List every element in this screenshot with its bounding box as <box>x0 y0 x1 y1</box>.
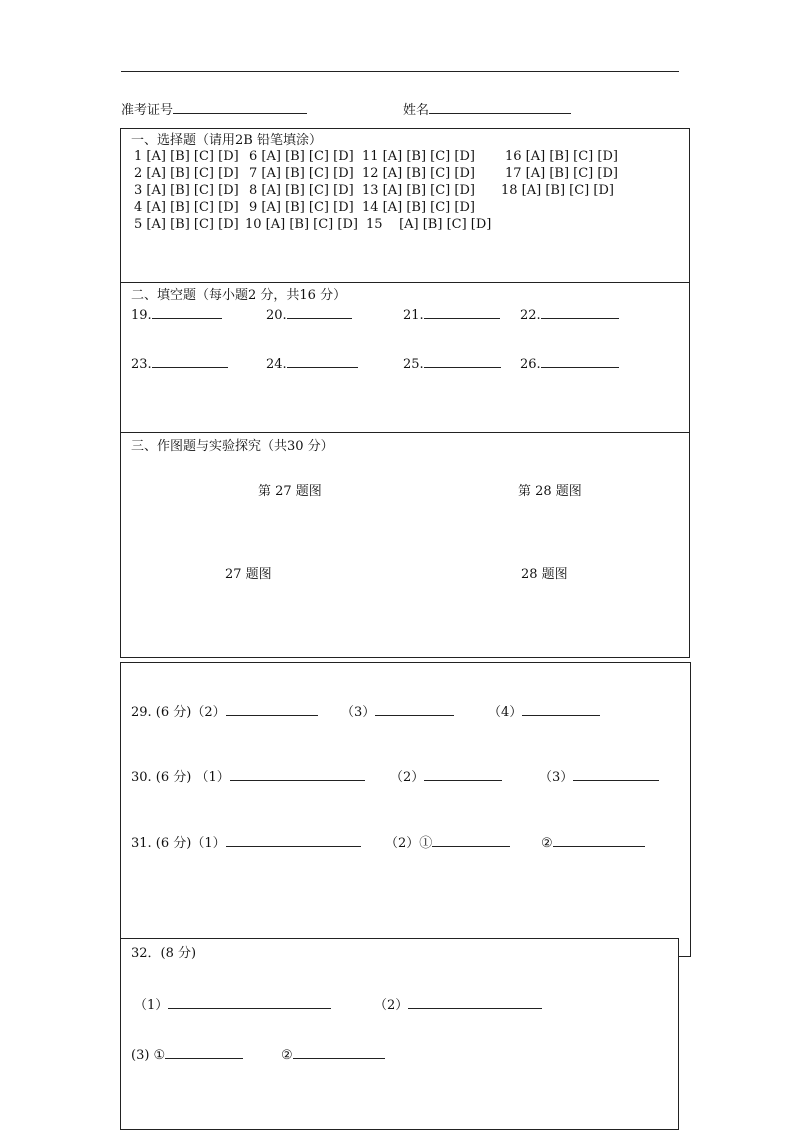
fig27-label: 27 题图 <box>225 567 272 582</box>
q29-blank-3[interactable] <box>375 703 454 716</box>
blank-23[interactable] <box>131 355 228 373</box>
mc-row-4[interactable]: 4 [A] [B] [C] [D] <box>134 200 239 215</box>
q32-blank-3b[interactable] <box>293 1046 385 1059</box>
q31-prefix: 31. (6 分)（1） <box>131 836 226 851</box>
mc-row-2[interactable]: 2 [A] [B] [C] [D] <box>134 166 239 181</box>
q29-part3-label: （3） <box>341 705 376 720</box>
section-drawing <box>120 432 690 658</box>
mc-row-1[interactable]: 1 [A] [B] [C] [D] <box>134 149 239 164</box>
mc-row-15[interactable]: 15 [A] [B] [C] [D] <box>366 217 492 232</box>
blank-19-line[interactable] <box>152 306 222 319</box>
blank-24[interactable] <box>266 355 358 373</box>
q29-part4 <box>488 703 600 721</box>
mc-row-11[interactable]: 11 [A] [B] [C] [D] <box>362 149 475 164</box>
q30-part2-label: （2） <box>390 770 425 785</box>
q29-blank-2[interactable] <box>226 703 318 716</box>
exam-id-label: 准考证号 <box>121 103 174 118</box>
blank-22-label: 22. <box>520 308 541 323</box>
q32-part1 <box>134 996 331 1014</box>
blank-25-line[interactable] <box>424 355 501 368</box>
q29-row <box>131 703 318 721</box>
q31-row <box>131 834 361 852</box>
q32-part2-label: （2） <box>374 998 409 1013</box>
blank-22-line[interactable] <box>541 306 619 319</box>
q30-blank-3[interactable] <box>573 768 659 781</box>
blank-21-line[interactable] <box>424 306 500 319</box>
blank-19-label: 19. <box>131 308 152 323</box>
q32-part1-label: （1） <box>134 998 169 1013</box>
blank-20-line[interactable] <box>287 306 352 319</box>
mc-row-3[interactable]: 3 [A] [B] [C] [D] <box>134 183 239 198</box>
mc-row-5[interactable]: 5 [A] [B] [C] [D] <box>134 217 239 232</box>
q32-part2 <box>374 996 542 1014</box>
q31-part2-label: （2）① <box>385 836 433 851</box>
q30-blank-2[interactable] <box>424 768 502 781</box>
exam-id-blank[interactable] <box>173 101 307 114</box>
mc-row-7[interactable]: 7 [A] [B] [C] [D] <box>249 166 354 181</box>
mc-row-16[interactable]: 16 [A] [B] [C] [D] <box>505 149 618 164</box>
section2-title: 二、填空题（每小题2 分，共16 分） <box>131 288 347 303</box>
q30-part3 <box>539 768 659 786</box>
name-field[interactable] <box>403 101 571 119</box>
q32-title: 32．(8 分) <box>131 946 197 961</box>
q32-part3a-label: (3) ① <box>131 1048 166 1063</box>
top-rule <box>121 71 679 72</box>
q32-blank-1[interactable] <box>168 996 331 1009</box>
mc-row-9[interactable]: 9 [A] [B] [C] [D] <box>249 200 354 215</box>
name-label: 姓名 <box>403 103 430 118</box>
q32-part3b <box>281 1046 385 1064</box>
q31-blank-1[interactable] <box>226 834 361 847</box>
mc-row-10[interactable]: 10 [A] [B] [C] [D] <box>245 217 358 232</box>
blank-20[interactable] <box>266 306 352 324</box>
mc-row-18[interactable]: 18 [A] [B] [C] [D] <box>501 183 614 198</box>
q30-blank-1[interactable] <box>230 768 365 781</box>
q31-blank-3[interactable] <box>553 834 645 847</box>
section-q32 <box>120 938 679 1130</box>
blank-20-label: 20. <box>266 308 287 323</box>
q29-blank-4[interactable] <box>522 703 600 716</box>
blank-24-line[interactable] <box>287 355 358 368</box>
blank-26-label: 26. <box>520 357 541 372</box>
q31-part3-label: ② <box>541 836 553 851</box>
fig27-caption: 第 27 题图 <box>258 484 322 499</box>
blank-25-label: 25. <box>403 357 424 372</box>
mc-row-17[interactable]: 17 [A] [B] [C] [D] <box>505 166 618 181</box>
section1-title: 一、选择题（请用2B 铅笔填涂） <box>131 133 322 148</box>
q29-part3 <box>341 703 454 721</box>
q29-prefix: 29. (6 分)（2） <box>131 705 226 720</box>
blank-26[interactable] <box>520 355 619 373</box>
exam-id-field[interactable] <box>121 101 307 119</box>
mc-row-8[interactable]: 8 [A] [B] [C] [D] <box>249 183 354 198</box>
q32-blank-3a[interactable] <box>165 1046 243 1059</box>
mc-row-14[interactable]: 14 [A] [B] [C] [D] <box>362 200 475 215</box>
blank-21[interactable] <box>403 306 500 324</box>
blank-23-label: 23. <box>131 357 152 372</box>
q31-part2 <box>385 834 510 852</box>
q29-part4-label: （4） <box>488 705 523 720</box>
blank-25[interactable] <box>403 355 501 373</box>
q30-row <box>131 768 365 786</box>
name-blank[interactable] <box>429 101 571 114</box>
blank-26-line[interactable] <box>541 355 619 368</box>
q32-part3b-label: ② <box>281 1048 293 1063</box>
blank-21-label: 21. <box>403 308 424 323</box>
q31-blank-2[interactable] <box>432 834 510 847</box>
mc-row-12[interactable]: 12 [A] [B] [C] [D] <box>362 166 475 181</box>
blank-24-label: 24. <box>266 357 287 372</box>
blank-19[interactable] <box>131 306 222 324</box>
q31-part3 <box>541 834 645 852</box>
mc-row-6[interactable]: 6 [A] [B] [C] [D] <box>249 149 354 164</box>
q30-part3-label: （3） <box>539 770 574 785</box>
q32-blank-2[interactable] <box>408 996 542 1009</box>
mc-row-13[interactable]: 13 [A] [B] [C] [D] <box>362 183 475 198</box>
q30-prefix: 30. (6 分) （1） <box>131 770 230 785</box>
blank-23-line[interactable] <box>152 355 228 368</box>
blank-22[interactable] <box>520 306 619 324</box>
q30-part2 <box>390 768 502 786</box>
q32-part3a <box>131 1046 243 1064</box>
section3-title: 三、作图题与实验探究（共30 分） <box>131 439 334 454</box>
fig28-caption: 第 28 题图 <box>518 484 582 499</box>
fig28-label: 28 题图 <box>521 567 568 582</box>
